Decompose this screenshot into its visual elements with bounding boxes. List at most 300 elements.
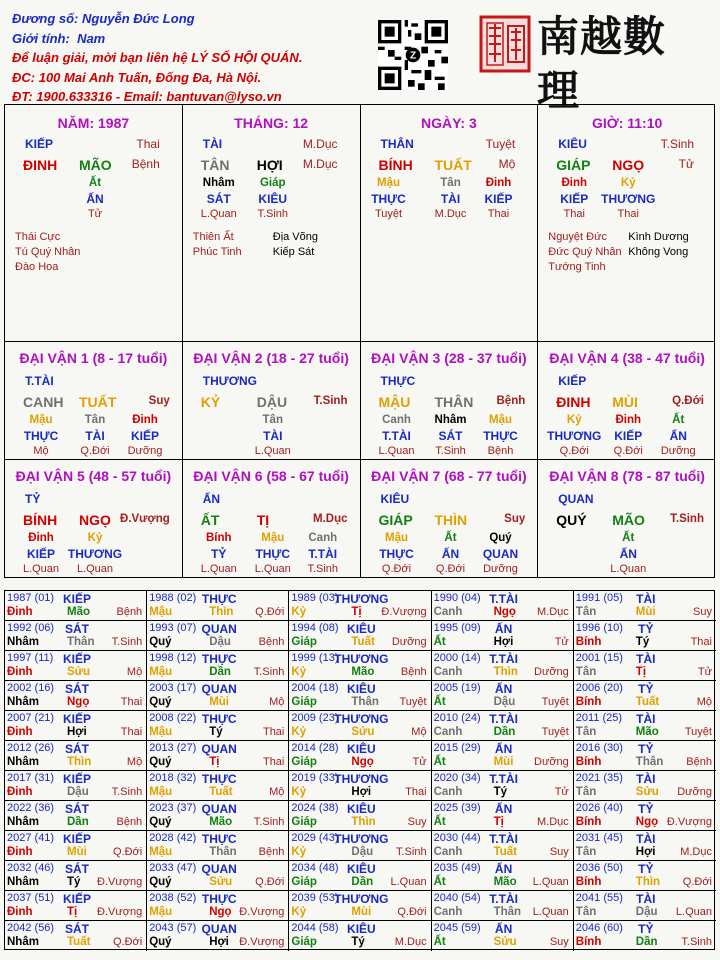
dai-van-row-2: [4, 460, 715, 578]
hidden-stem: Giáp: [259, 177, 286, 189]
year-label: 2031 (45): [575, 832, 623, 844]
hidden-state: Thai: [563, 208, 585, 220]
year-branch: Hợi: [493, 636, 514, 648]
pillar-title: THÁNG: 12: [234, 115, 309, 131]
hidden-star: THỰC: [371, 192, 406, 206]
year-stem: Kỷ: [291, 726, 307, 738]
year-cell: [574, 891, 716, 921]
hidden-star: T.TÀI: [382, 429, 411, 443]
year-cell: [5, 921, 147, 951]
dai-van-5: [5, 460, 183, 577]
year-stem: Quý: [149, 756, 172, 768]
year-state: Dưỡng: [534, 756, 569, 768]
hidden-star: ẤN: [669, 429, 687, 443]
address-line: ĐC: 100 Mai Anh Tuấn, Đống Đa, Hà Nội.: [12, 69, 262, 85]
year-branch: Tý: [209, 726, 223, 738]
year-state: Tử: [697, 666, 712, 678]
year-branch: Mùi: [351, 906, 372, 918]
year-state: Bệnh: [258, 846, 285, 858]
year-stem: Giáp: [291, 636, 317, 648]
year-label: 1999 (13): [291, 652, 339, 664]
contact-line: Để luận giải, mời bạn liên hệ LÝ SỐ HỘI QUÁN.: [12, 50, 303, 65]
year-state: Suy: [549, 846, 569, 858]
year-stem: Đinh: [7, 606, 33, 618]
dai-van-row-1: [4, 342, 715, 460]
dai-van-stem: MẬU: [378, 394, 411, 410]
hidden-state: L.Quan: [378, 445, 415, 457]
year-cell: [432, 771, 574, 801]
dai-van-state: T.Sinh: [313, 395, 348, 407]
year-branch: Mão: [351, 666, 375, 678]
year-stem: Kỷ: [291, 786, 307, 798]
year-star: KIÊU: [347, 622, 376, 636]
dai-van-branch: THÌN: [434, 512, 468, 528]
year-state: Thai: [120, 696, 143, 708]
year-state: Tuyệt: [399, 696, 427, 708]
year-state: L.Quan: [532, 876, 569, 888]
year-label: 2007 (21): [7, 712, 55, 724]
hidden-state: L.Quan: [254, 563, 291, 575]
year-cell: [289, 831, 431, 861]
year-cell: [432, 591, 574, 621]
hidden-state: Q.Đới: [80, 445, 110, 457]
year-cell: [147, 651, 289, 681]
year-branch: Mùi: [209, 696, 229, 708]
hidden-state: Dưỡng: [660, 445, 696, 457]
year-cell: [574, 921, 716, 951]
year-cell: [5, 681, 147, 711]
year-stem: Đinh: [7, 666, 33, 678]
dai-van-state: T.Sinh: [670, 513, 704, 525]
year-star: QUAN: [201, 622, 237, 636]
year-label: 2045 (59): [433, 922, 481, 934]
year-branch: Tuất: [209, 786, 233, 798]
year-branch: Dần: [635, 936, 658, 948]
year-star: QUAN: [201, 922, 237, 936]
dai-van-state: Đ.Vượng: [120, 513, 170, 525]
year-label: 2023 (37): [149, 802, 197, 814]
hidden-state: T.Sinh: [257, 208, 289, 220]
year-branch: Mão: [67, 606, 90, 618]
year-cell: [432, 681, 574, 711]
year-state: Tử: [554, 786, 569, 798]
year-label: 2002 (16): [7, 682, 55, 694]
year-stem: Đinh: [7, 846, 33, 858]
year-state: Tử: [554, 636, 569, 648]
year-cell: [5, 831, 147, 861]
hidden-state: T.Sinh: [435, 445, 466, 457]
year-state: Đ.Vượng: [97, 906, 143, 918]
year-star: TÀI: [636, 592, 656, 606]
year-star: SÁT: [65, 802, 89, 816]
year-label: 2008 (22): [149, 712, 197, 724]
year-label: 2020 (34): [433, 772, 481, 784]
year-state: Dưỡng: [677, 786, 712, 798]
year-state: Q.Đới: [112, 846, 143, 858]
pillar-3: [361, 105, 539, 341]
dai-van-7: [361, 460, 539, 577]
year-state: Đ.Vượng: [666, 816, 712, 828]
hidden-state: Q.Đới: [559, 445, 589, 457]
hidden-star: THƯƠNG: [67, 547, 123, 561]
year-label: 2024 (38): [291, 802, 339, 814]
hidden-state: Dưỡng: [483, 563, 518, 575]
year-state: Bệnh: [116, 606, 143, 618]
year-label: 2029 (43): [291, 832, 339, 844]
year-star: TỶ: [638, 802, 654, 816]
year-state: T.Sinh: [396, 846, 427, 858]
dai-van-stem: BÍNH: [23, 512, 58, 528]
year-stem: Nhâm: [7, 936, 39, 948]
year-label: 2030 (44): [433, 832, 481, 844]
hidden-star: KIẾP: [614, 429, 643, 443]
year-stem: Đinh: [7, 786, 33, 798]
hidden-star: ẤN: [441, 547, 460, 561]
year-cell: [574, 651, 716, 681]
year-label: 1987 (01): [7, 592, 55, 604]
year-branch: Thân: [493, 906, 522, 918]
hidden-state: L.Quan: [254, 445, 291, 457]
year-label: 2032 (46): [7, 862, 55, 874]
pillar-note: Nguyệt Đức: [548, 231, 607, 243]
pillar-stem: TÂN: [200, 157, 230, 173]
year-state: Mộ: [411, 726, 427, 738]
year-stem: Kỷ: [291, 846, 307, 858]
year-branch: Tuất: [493, 846, 518, 858]
dai-van-title: ĐẠI VẬN 6 (58 - 67 tuổi): [193, 468, 349, 484]
pillar-branch: HỢI: [256, 157, 283, 173]
hidden-star: ẤN: [86, 192, 104, 206]
year-state: Mộ: [269, 696, 285, 708]
year-state: L.Quan: [532, 906, 569, 918]
year-cell: [574, 741, 716, 771]
name-label: Đương số:: [12, 11, 79, 26]
year-cell: [432, 621, 574, 651]
year-stem: Tân: [575, 726, 597, 738]
year-stem: Giáp: [291, 936, 317, 948]
year-stem: Kỷ: [291, 606, 307, 618]
year-star: T.TÀI: [489, 892, 518, 906]
year-state: M.Dục: [394, 936, 427, 948]
year-label: 1998 (12): [149, 652, 197, 664]
year-stem: Mậu: [149, 726, 173, 738]
year-label: 1992 (06): [7, 622, 55, 634]
year-stem: Giáp: [291, 876, 317, 888]
year-stem: Tân: [575, 606, 597, 618]
year-label: 2033 (47): [149, 862, 197, 874]
hidden-star: KIẾP: [560, 192, 589, 206]
year-stem: Đinh: [7, 726, 33, 738]
year-branch: Mùi: [493, 756, 514, 768]
pillar-note: Thiên Ất: [192, 231, 234, 243]
dai-van-branch: THÂN: [434, 394, 474, 410]
dai-van-title: ĐẠI VẬN 7 (68 - 77 tuổi): [371, 468, 527, 484]
year-state: Thai: [262, 756, 285, 768]
year-stem: Canh: [433, 666, 463, 678]
pillar-state: Tuyệt: [485, 137, 516, 151]
year-cell: [289, 921, 431, 951]
hidden-stem: Quý: [489, 532, 512, 544]
hidden-stem: Đinh: [132, 414, 158, 426]
hidden-stem: Đinh: [561, 177, 588, 189]
year-star: KIÊU: [347, 922, 376, 936]
year-stem: Bính: [575, 936, 602, 948]
year-branch: Tuất: [67, 936, 91, 948]
year-state: Bệnh: [258, 636, 285, 648]
pillar-note: Địa Võng: [272, 231, 319, 243]
year-star: SÁT: [65, 622, 89, 636]
year-label: 1997 (11): [7, 652, 54, 664]
dai-van-stem: QUÝ: [556, 512, 587, 528]
year-stem: Bính: [575, 696, 602, 708]
year-star: THƯƠNG: [334, 652, 389, 666]
hidden-state: L.Quan: [22, 563, 60, 575]
year-star: KIÊU: [347, 742, 376, 756]
year-branch: Mùi: [67, 846, 87, 858]
hidden-stem: Kỷ: [566, 414, 582, 426]
year-stem: Canh: [433, 846, 463, 858]
hidden-state: Q.Đới: [435, 563, 466, 575]
year-stem: Quý: [149, 696, 172, 708]
year-branch: Tị: [209, 756, 220, 768]
year-state: M.Dục: [680, 846, 712, 858]
year-cell: [147, 621, 289, 651]
pillar-state: T.Sinh: [660, 137, 694, 151]
year-branch: Dậu: [209, 636, 231, 648]
hidden-state: Q.Đới: [381, 563, 412, 575]
year-label: 2005 (19): [433, 682, 481, 694]
year-star: QUAN: [201, 742, 237, 756]
dai-van-star: QUAN: [558, 492, 594, 506]
year-branch: Tuất: [635, 696, 660, 708]
hidden-star: THƯƠNG: [547, 429, 602, 443]
year-star: KIẾP: [62, 592, 92, 606]
pillar-state: Thai: [136, 137, 160, 151]
person-name: Nguyễn Đức Long: [82, 11, 195, 26]
hidden-state: Mộ: [33, 445, 49, 457]
hidden-state: Thai: [617, 208, 639, 220]
year-stem: Quý: [149, 936, 172, 948]
hidden-state: Dưỡng: [127, 445, 163, 457]
dai-van-state: Q.Đới: [672, 395, 704, 407]
year-label: 1995 (09): [433, 622, 481, 634]
year-stem: Đinh: [7, 906, 33, 918]
pillar-note: Thái Cực: [15, 231, 61, 243]
year-branch: Dậu: [351, 846, 374, 858]
hidden-stem: Canh: [308, 532, 338, 544]
hidden-state: M.Dục: [434, 208, 467, 220]
hidden-stem: Ất: [622, 532, 635, 544]
year-star: THỰC: [201, 652, 237, 666]
dai-van-star: THỰC: [380, 374, 416, 388]
hidden-stem: Ất: [444, 532, 457, 544]
pillar-1: [5, 105, 183, 341]
year-star: QUAN: [201, 802, 237, 816]
year-stem: Mậu: [149, 906, 173, 918]
dai-van-state: Suy: [148, 395, 170, 407]
year-stem: Mậu: [149, 606, 173, 618]
year-stem: Tân: [575, 666, 597, 678]
year-stem: Bính: [575, 636, 602, 648]
hidden-star: SÁT: [438, 429, 463, 443]
pillar-note: Kiếp Sát: [272, 246, 315, 258]
year-cell: [147, 861, 289, 891]
dai-van-star: THƯƠNG: [202, 374, 257, 388]
year-branch: Ngọ: [67, 696, 90, 708]
year-stem: Tân: [575, 846, 597, 858]
year-label: 1996 (10): [575, 622, 623, 634]
year-state: T.Sinh: [681, 936, 712, 948]
year-cell: [289, 711, 431, 741]
pillar-stem: GIÁP: [556, 157, 591, 173]
year-state: Mộ: [269, 786, 285, 798]
year-state: Đ.Vượng: [239, 906, 285, 918]
year-state: Suy: [407, 816, 427, 828]
year-state: L.Quan: [390, 876, 427, 888]
pillar-branch: TUẤT: [434, 157, 472, 173]
year-cell: [147, 801, 289, 831]
year-branch: Ngọ: [351, 756, 374, 768]
year-state: Q.Đới: [682, 876, 712, 888]
hidden-state: L.Quan: [200, 563, 237, 575]
hidden-state: L.Quan: [610, 563, 647, 575]
pillar-stem: ĐINH: [23, 157, 58, 173]
year-cell: [289, 651, 431, 681]
hidden-stem: Tân: [84, 414, 106, 426]
year-label: 2004 (18): [291, 682, 339, 694]
logo: 南越數理: [537, 12, 667, 115]
year-stem: Bính: [575, 756, 602, 768]
year-branch: Tý: [635, 636, 650, 648]
pillar-star: THÂN: [380, 137, 414, 151]
hidden-stem: Nhâm: [434, 414, 467, 426]
hidden-star: TỶ: [211, 547, 227, 561]
year-label: 2003 (17): [149, 682, 197, 694]
year-label: 2036 (50): [575, 862, 623, 874]
hidden-star: TÀI: [263, 429, 283, 443]
red-seal-icon: [478, 14, 532, 74]
year-branch: Mão: [635, 726, 659, 738]
year-label: 2022 (36): [7, 802, 55, 814]
hidden-stem: Nhâm: [202, 177, 235, 189]
year-stem: Nhâm: [7, 636, 39, 648]
dai-van-star: TỶ: [25, 492, 41, 506]
year-state: Thai: [405, 786, 427, 798]
dai-van-branch: TUẤT: [79, 394, 117, 410]
pillar-branch-state: Bệnh: [131, 157, 160, 171]
dai-van-star: KIÊU: [380, 492, 410, 506]
year-star: ẤN: [494, 742, 513, 756]
year-star: QUAN: [201, 862, 237, 876]
year-branch: Tị: [493, 816, 504, 828]
year-cell: [289, 861, 431, 891]
year-star: T.TÀI: [489, 772, 518, 786]
hidden-state: Thai: [487, 208, 510, 220]
hidden-star: THỰC: [483, 429, 518, 443]
hidden-star: THƯƠNG: [601, 192, 656, 206]
year-cell: [432, 831, 574, 861]
year-cell: [147, 711, 289, 741]
dai-van-branch: TỊ: [256, 512, 270, 528]
year-state: Tử: [412, 756, 427, 768]
year-branch: Thân: [351, 696, 379, 708]
year-cell: [5, 891, 147, 921]
year-cell: [147, 741, 289, 771]
pillar-star: KIÊU: [558, 137, 587, 151]
year-stem: Ất: [433, 816, 446, 828]
hidden-stem: Đinh: [615, 414, 642, 426]
year-state: L.Quan: [675, 906, 712, 918]
year-star: THỰC: [201, 772, 237, 786]
year-label: 2015 (29): [433, 742, 481, 754]
hidden-stem: Đinh: [485, 177, 512, 189]
year-branch: Thân: [209, 846, 237, 858]
year-branch: Mão: [493, 876, 517, 888]
hidden-star: QUAN: [482, 547, 519, 561]
year-cell: [147, 681, 289, 711]
hidden-star: TÀI: [440, 192, 461, 206]
phone-email-line: ĐT: 1900.633316 - Email: bantuvan@lyso.vn: [12, 89, 282, 104]
year-cell: [147, 891, 289, 921]
year-label: 2011 (25): [575, 712, 623, 724]
year-star: KIẾP: [62, 832, 92, 846]
dai-van-state: Suy: [504, 513, 526, 525]
year-cell: [147, 921, 289, 951]
year-label: 2009 (23): [291, 712, 339, 724]
year-star: TỶ: [638, 862, 654, 876]
hidden-stem: Ất: [88, 177, 102, 189]
dai-van-star: T.TÀI: [25, 374, 54, 388]
dai-van-title: ĐẠI VẬN 1 (8 - 17 tuổi): [19, 350, 168, 366]
year-state: Tuyệt: [541, 726, 569, 738]
year-star: SÁT: [65, 922, 89, 936]
year-stem: Quý: [149, 636, 172, 648]
dai-van-1: [5, 342, 183, 459]
dai-van-state: Bệnh: [496, 395, 526, 407]
year-cell: [574, 681, 716, 711]
dai-van-branch: DẬU: [256, 394, 288, 410]
dai-van-stem: CANH: [23, 394, 64, 410]
year-state: Dưỡng: [534, 666, 569, 678]
year-stem: Giáp: [291, 696, 317, 708]
four-pillars-panel: [4, 104, 715, 342]
year-branch: Dần: [67, 816, 89, 828]
year-stem: Nhâm: [7, 876, 39, 888]
year-stem: Bính: [575, 876, 602, 888]
year-label: 2042 (56): [7, 922, 55, 934]
hidden-stem: Canh: [382, 414, 411, 426]
header-info: [12, 9, 302, 107]
pillar-title: NGÀY: 3: [421, 115, 477, 131]
year-label: 2041 (55): [575, 892, 623, 904]
pillar-branch-state: M.Dục: [302, 157, 338, 171]
year-label: 2044 (58): [291, 922, 339, 934]
year-branch: Dần: [351, 876, 374, 888]
year-star: TÀI: [636, 772, 656, 786]
year-cell: [574, 591, 716, 621]
year-label: 2019 (33): [291, 772, 339, 784]
year-state: Suy: [549, 936, 569, 948]
year-stem: Kỷ: [291, 906, 307, 918]
year-branch: Tị: [635, 666, 647, 678]
year-cell: [432, 921, 574, 951]
year-branch: Hợi: [209, 936, 229, 948]
hidden-star: THỰC: [23, 429, 59, 443]
pillar-branch-state: Mộ: [498, 157, 516, 171]
year-branch: Dậu: [493, 696, 516, 708]
year-star: ẤN: [494, 682, 513, 696]
hidden-stem: Đinh: [28, 532, 54, 544]
